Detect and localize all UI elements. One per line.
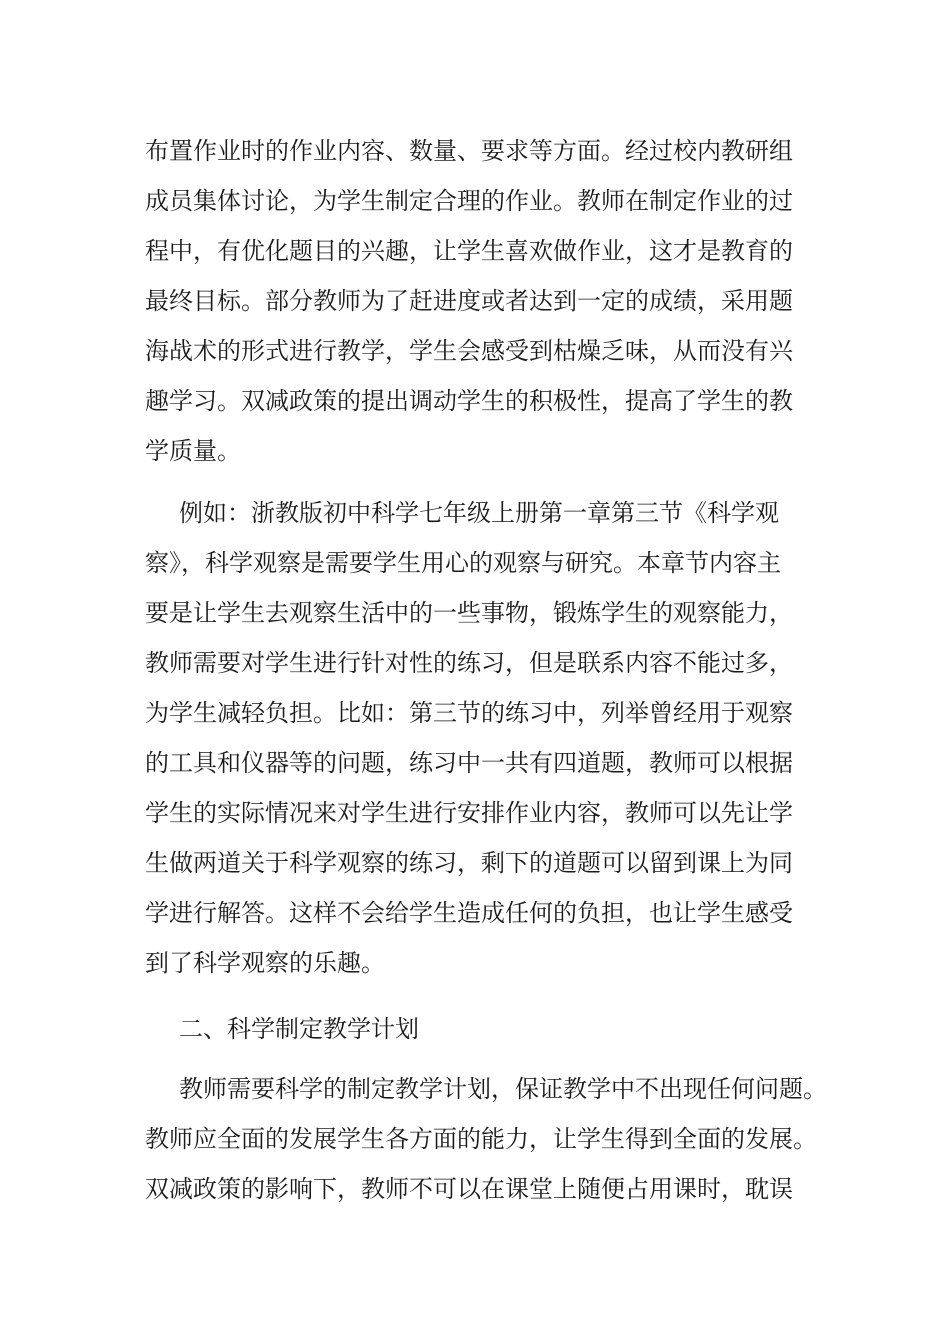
text-line: 教师需要对学生进行针对性的练习，但是联系内容不能过多， [145, 649, 793, 677]
text-line: 教师应全面的发展学生各方面的能力，让学生得到全面的发展。 [145, 1125, 817, 1153]
text-line: 布置作业时的作业内容、数量、要求等方面。经过校内教研组 [145, 137, 793, 165]
text-line: 最终目标。部分教师为了赶进度或者达到一定的成绩，采用题 [145, 287, 793, 315]
text-line: 双减政策的影响下，教师不可以在课堂上随便占用课时，耽误 [145, 1175, 793, 1203]
heading-line: 二、科学制定教学计划 [179, 1015, 419, 1043]
text-line: 教师需要科学的制定教学计划，保证教学中不出现任何问题。 [179, 1075, 827, 1103]
paragraph-example [145, 488, 805, 988]
text-line: 到了科学观察的乐趣。 [145, 949, 385, 977]
text-line: 海战术的形式进行教学，学生会感受到枯燥乏味，从而没有兴 [145, 337, 793, 365]
text-line: 的工具和仪器等的问题，练习中一共有四道题，教师可以根据 [145, 749, 793, 777]
paragraph-homework-design [145, 126, 805, 476]
text-line: 学质量。 [145, 437, 241, 465]
paragraph-teaching-plan [145, 1064, 827, 1214]
text-line: 程中，有优化题目的兴趣，让学生喜欢做作业，这才是教育的 [145, 237, 793, 265]
text-line: 例如：浙教版初中科学七年级上册第一章第三节《科学观 [179, 499, 779, 527]
text-line: 生做两道关于科学观察的练习，剩下的道题可以留到课上为同 [145, 849, 793, 877]
text-line: 趣学习。双减政策的提出调动学生的积极性，提高了学生的教 [145, 387, 793, 415]
section-heading [145, 1004, 805, 1054]
text-line: 学生的实际情况来对学生进行安排作业内容，教师可以先让学 [145, 799, 793, 827]
text-line: 学进行解答。这样不会给学生造成任何的负担，也让学生感受 [145, 899, 793, 927]
text-line: 为学生减轻负担。比如：第三节的练习中，列举曾经用于观察 [145, 699, 793, 727]
text-line: 成员集体讨论，为学生制定合理的作业。教师在制定作业的过 [145, 187, 793, 215]
text-line: 察》，科学观察是需要学生用心的观察与研究。本章节内容主 [145, 549, 781, 577]
text-line: 要是让学生去观察生活中的一些事物，锻炼学生的观察能力， [145, 599, 793, 627]
